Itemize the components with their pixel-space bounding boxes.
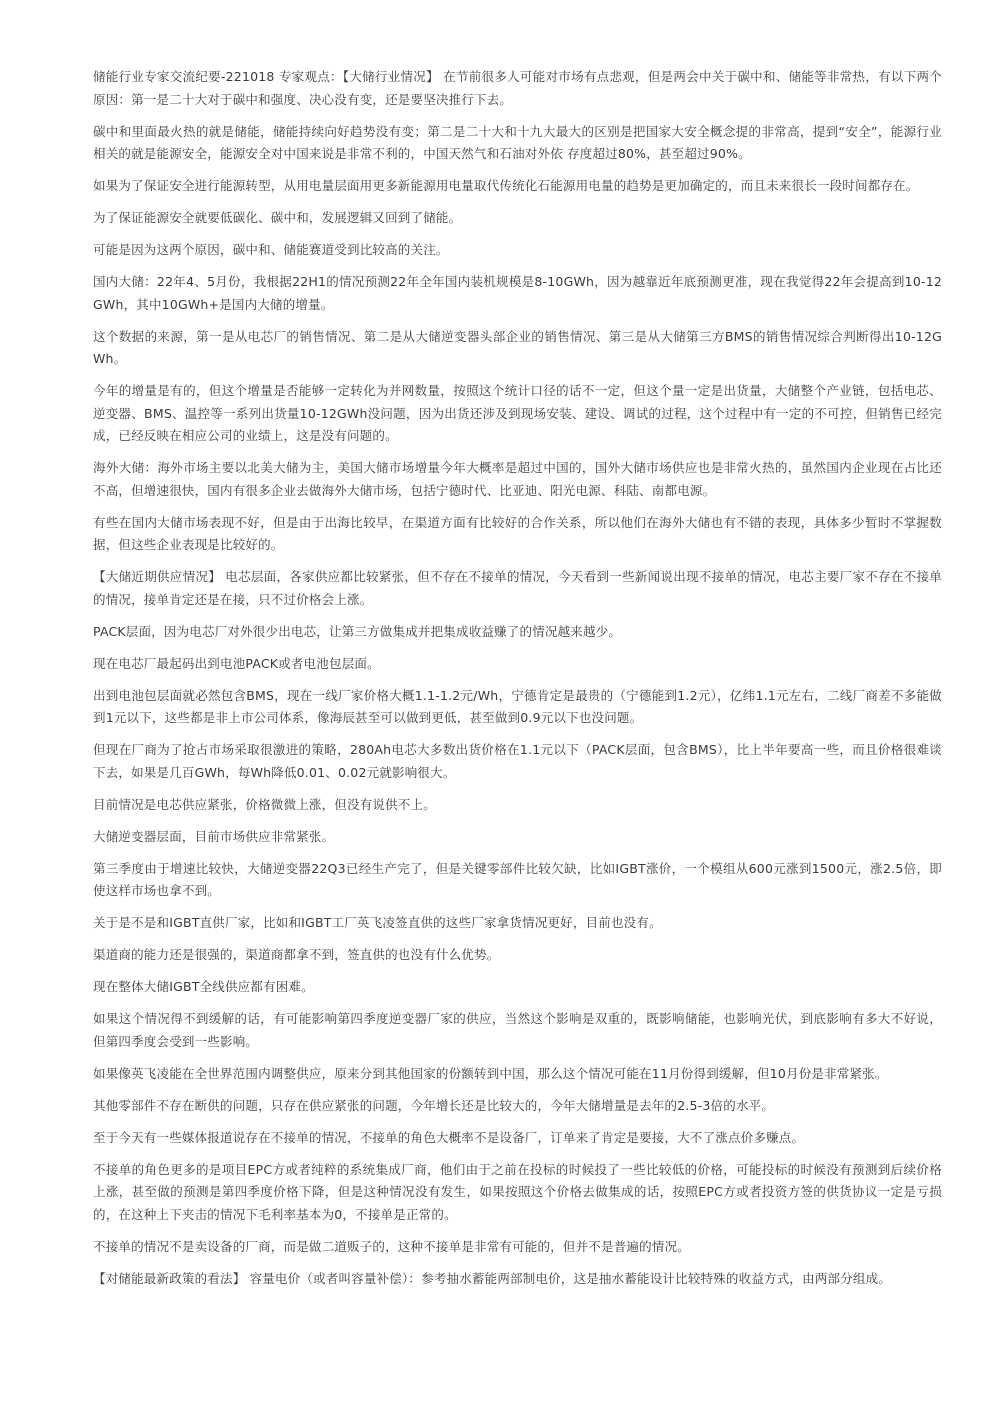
paragraph: 今年的增量是有的，但这个增量是否能够一定转化为并网数量，按照这个统计口径的话不一定，但这个量一定是出货量，大储整个产业链，包括电芯、逆变器、BMS、温控等一系列出货量10-12GWh没问题，因为出货还涉及到现场安装、建设、调试的过程，这个过程中有一定的不可控，但销售已经完成，已经反映在相应公司的业绩上，这是没有问题的。 [93, 383, 942, 443]
paragraph: 目前情况是电芯供应紧张，价格微微上涨，但没有说供不上。 [93, 796, 436, 812]
paragraph: 碳中和里面最火热的就是储能，储能持续向好趋势没有变；第二是二十大和十九大最大的区别是把国家大安全概念提的非常高，提到“安全”，能源行业相关的就是能源安全，能源安全对中国来说是非常不利的，中国天然气和石油对外依 存度超过80%，甚至超过90%。 [93, 123, 942, 161]
paragraph: 【大储近期供应情况】 电芯层面，各家供应都比较紧张，但不存在不接单的情况，今天看到一些新闻说出现不接单的情况，电芯主要厂家不存在不接单的情况，接单肯定还是在接，只不过价格会上涨。 [93, 569, 942, 607]
paragraph: 可能是因为这两个原因，碳中和、储能赛道受到比较高的关注。 [93, 242, 449, 257]
paragraph: 为了保证能源安全就要低碳化、碳中和，发展逻辑又回到了储能。 [93, 210, 462, 225]
paragraph: 渠道商的能力还是很强的，渠道商都拿不到，签直供的也没有什么优势。 [93, 947, 500, 962]
paragraph: 海外大储：海外市场主要以北美大储为主，美国大储市场增量今年大概率是超过中国的，国外大储市场供应也是非常火热的，虽然国内企业现在占比还不高，但增速很快，国内有很多企业去做海外大储市场，包括宁德时代、比亚迪、阳光电源、科陆、南都电源。 [93, 460, 942, 498]
paragraph: 这个数据的来源，第一是从电芯厂的销售情况、第二是从大储逆变器头部企业的销售情况、第三是从大储第三方BMS的销售情况综合判断得出10-12GWh。 [93, 328, 942, 366]
paragraph: 至于今天有一些媒体报道说存在不接单的情况，不接单的角色大概率不是设备厂，订单来了肯定是要接，大不了涨点价多赚点。 [93, 1129, 805, 1145]
paragraph: 【对储能最新政策的看法】 容量电价（或者叫容量补偿）：参考抽水蓄能两部制电价，这是抽水蓄能设计比较特殊的收益方式，由两部分组成。 [93, 1270, 892, 1286]
paragraph: 出到电池包层面就必然包含BMS，现在一线厂家价格大概1.1-1.2元/Wh，宁德肯定是最贵的（宁德能到1.2元），亿纬1.1元左右，二线厂商差不多能做到1元以下，这些都是非上市公司体系，像海辰甚至可以做到更低，甚至做到0.9元以下也没问题。 [93, 687, 942, 725]
paragraph: 有些在国内大储市场表现不好，但是由于出海比较早，在渠道方面有比较好的合作关系，所以他们在海外大储也有不错的表现，具体多少暂时不掌握数据，但这些企业表现是比较好的。 [93, 514, 942, 552]
paragraph: 储能行业专家交流纪要-221018 专家观点：【大储行业情况】 在节前很多人可能对市场有点悲观，但是两会中关于碳中和、储能等非常热，有以下两个原因：第一是二十大对于碳中和强度、决心没有变，还是要坚决推行下去。 [93, 69, 942, 107]
paragraph: PACK层面，因为电芯厂对外很少出电芯，让第三方做集成并把集成收益赚了的情况越来越少。 [93, 623, 622, 639]
paragraph: 现在整体大储IGBT全线供应都有困难。 [93, 979, 314, 994]
paragraph: 如果这个情况得不到缓解的话，有可能影响第四季度逆变器厂家的供应，当然这个影响是双重的，既影响储能，也影响光伏，到底影响有多大不好说，但第四季度会受到一些影响。 [93, 1011, 942, 1049]
paragraph: 其他零部件不存在断供的问题，只存在供应紧张的问题，今年增长还是比较大的，今年大储增量是去年的2.5-3倍的水平。 [93, 1097, 775, 1113]
paragraph: 如果为了保证安全进行能源转型，从用电量层面用更多新能源用电量取代传统化石能源用电量的趋势是更加确定的，而且未来很长一段时间都存在。 [93, 178, 919, 193]
paragraph: 现在电芯厂最起码出到电池PACK或者电池包层面。 [93, 655, 380, 671]
paragraph: 第三季度由于增速比较快，大储逆变器22Q3已经生产完了，但是关键零部件比较欠缺，比如IGBT涨价，一个模组从600元涨到1500元，涨2.5倍，即使这样市场也拿不到。 [93, 860, 942, 898]
paragraph: 国内大储：22年4、5月份，我根据22H1的情况预测22年全年国内装机规模是8-10GWh，因为越靠近年底预测更准，现在我觉得22年会提高到10-12GWh，其中10GWh+是国内大储的增量。 [93, 274, 942, 312]
paragraph: 但现在厂商为了抢占市场采取很激进的策略，280Ah电芯大多数出货价格在1.1元以下（PACK层面，包含BMS），比上半年要高一些，而且价格很难谈下去，如果是几百GWh，每Wh降低0.01、0.02元就影响很大。 [93, 742, 942, 780]
paragraph: 如果像英飞凌能在全世界范围内调整供应，原来分到其他国家的份额转到中国，那么这个情况可能在11月份得到缓解，但10月份是非常紧张。 [93, 1065, 888, 1081]
paragraph: 大储逆变器层面，目前市场供应非常紧张。 [93, 828, 335, 844]
paragraph: 不接单的情况不是卖设备的厂商，而是做二道贩子的，这种不接单是非常有可能的，但并不是普遍的情况。 [93, 1238, 690, 1254]
paragraph: 不接单的角色更多的是项目EPC方或者纯粹的系统集成厂商，他们由于之前在投标的时候投了一些比较低的价格，可能投标的时候没有预测到后续价格上涨，甚至做的预测是第四季度价格下降，但是这种情况没有发生，如果按照这个价格去做集成的话，按照EPC方或者投资方签的供货协议一定是亏损的，在这种上下夹击的情况下毛利率基本为0，不接单是正常的。 [93, 1161, 942, 1222]
paragraph: 关于是不是和IGBT直供厂家，比如和IGBT工厂英飞凌签直供的这些厂家拿货情况更好，目前也没有。 [93, 915, 662, 930]
